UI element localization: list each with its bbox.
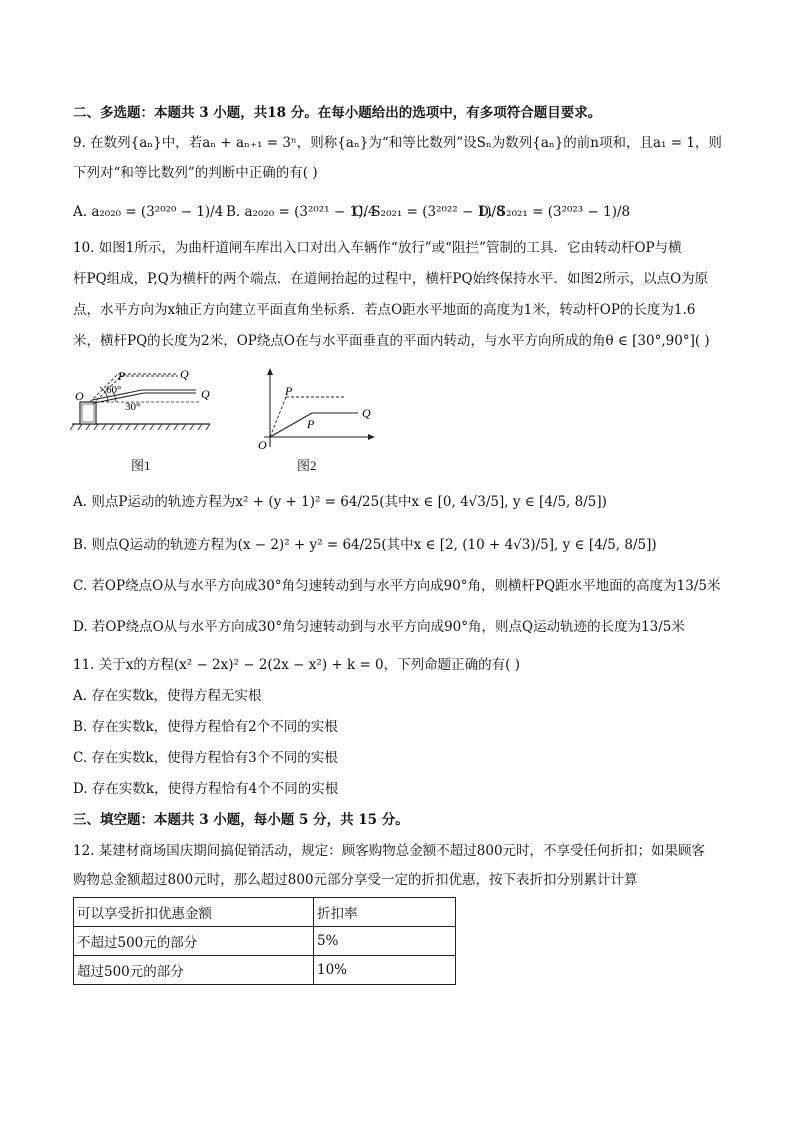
q10-stem-line2: 杆PQ组成，P,Q为横杆的两个端点．在道闸抬起的过程中，横杆PQ始终保持水平．如图2所示，以点O为原 bbox=[73, 271, 709, 287]
q10-option-b: B. 则点Q运动的轨迹方程为(x − 2)² + y² = 64/25(其中x ∈ [2, (10 + 4√3)/5], y ∈ [4/5, 8/5]) bbox=[73, 537, 657, 553]
figure-2-caption: 图2 bbox=[297, 458, 317, 473]
fig1-angle-30: 30° bbox=[125, 401, 141, 413]
q12-stem-line1: 12. 某建材商场国庆期间搞促销活动，规定：顾客购物总金额不超过800元时，不享受任何折扣；如果顾客 bbox=[73, 843, 706, 859]
table-row bbox=[74, 927, 456, 956]
q9-option-c: C. S₂₀₂₁ = (3²⁰²² − 1)/8 bbox=[353, 204, 505, 220]
fig1-label-q-raised: Q bbox=[180, 367, 189, 381]
section2-heading: 二、多选题：本题共 3 小题，共18 分。在每小题给出的选项中，有多项符合题目要求。 bbox=[73, 105, 602, 121]
fig1-label-o: O bbox=[75, 389, 84, 403]
q10-stem-line4: 米，横杆PQ的长度为2米，OP绕点O在与水平面垂直的平面内转动，与水平方向所成的角θ ∈ [30°,90°]( ) bbox=[73, 333, 710, 349]
q10-option-c: C. 若OP绕点O从与水平方向成30°角匀速转动到与水平方向成90°角，则横杆PQ距水平地面的高度为13/5米 bbox=[73, 578, 721, 594]
table-header-rate: 折扣率 bbox=[314, 898, 456, 927]
q9-option-b: B. a₂₀₂₀ = (3²⁰²¹ − 1)/4 bbox=[226, 204, 377, 220]
fig1-angle-60: 60° bbox=[106, 384, 122, 396]
figure-1-caption: 图1 bbox=[131, 458, 151, 473]
fig2-label-q: Q bbox=[362, 406, 371, 420]
q9-option-d: D. S₂₀₂₁ = (3²⁰²³ − 1)/8 bbox=[478, 204, 631, 220]
q9-stem-line1: 9. 在数列{aₙ}中，若aₙ + aₙ₊₁ = 3ⁿ，则称{aₙ}为“和等比数列”设Sₙ为数列{aₙ}的前n项和，且a₁ = 1，则 bbox=[73, 135, 722, 151]
table-cell-rate: 5% bbox=[314, 927, 456, 956]
fig2-label-o: O bbox=[258, 438, 267, 452]
table-cell-amount: 不超过500元的部分 bbox=[74, 927, 314, 956]
table-header-amount: 可以享受折扣优惠金额 bbox=[74, 898, 314, 927]
figure-1-barrier bbox=[70, 360, 220, 450]
fig1-label-p: P bbox=[118, 369, 126, 383]
section3-heading: 三、填空题：本题共 3 小题，每小题 5 分，共 15 分。 bbox=[73, 812, 409, 828]
table-header-row bbox=[74, 898, 456, 927]
q9-stem-line2: 下列对“和等比数列”的判断中正确的有( ) bbox=[73, 165, 318, 181]
q10-stem-line1: 10. 如图1所示，为曲杆道闸车库出入口对出入车辆作“放行”或“阻拦”管制的工具．它由转动杆OP与横 bbox=[73, 240, 682, 256]
discount-table bbox=[73, 897, 456, 985]
fig1-label-q: Q bbox=[201, 387, 210, 401]
q11-stem: 11. 关于x的方程(x² − 2x)² − 2(2x − x²) + k = 0，下列命题正确的有( ) bbox=[73, 657, 520, 673]
table-cell-rate: 10% bbox=[314, 956, 456, 985]
fig2-label-p: P bbox=[307, 417, 315, 431]
table-row bbox=[74, 956, 456, 985]
q11-option-c: C. 存在实数k，使得方程恰有3个不同的实根 bbox=[73, 750, 338, 766]
q11-option-d: D. 存在实数k，使得方程恰有4个不同的实根 bbox=[73, 781, 339, 797]
fig2-label-p-raised: P bbox=[285, 384, 293, 398]
q10-option-a: A. 则点P运动的轨迹方程为x² + (y + 1)² = 64/25(其中x ∈ [0, 4√3/5], y ∈ [4/5, 8/5]) bbox=[73, 494, 607, 510]
q10-stem-line3: 点，水平方向为x轴正方向建立平面直角坐标系．若点O距水平地面的高度为1米，转动杆OP的长度为1.6 bbox=[73, 302, 696, 318]
q9-option-a: A. a₂₀₂₀ = (3²⁰²⁰ − 1)/4 bbox=[73, 204, 224, 220]
q11-option-a: A. 存在实数k，使得方程无实根 bbox=[73, 688, 262, 704]
q11-option-b: B. 存在实数k，使得方程恰有2个不同的实根 bbox=[73, 719, 338, 735]
q10-option-d: D. 若OP绕点O从与水平方向成30°角匀速转动到与水平方向成90°角，则点Q运动轨迹的长度为13/5米 bbox=[73, 619, 685, 635]
figure-2-coordinate bbox=[240, 365, 380, 455]
table-cell-amount: 超过500元的部分 bbox=[74, 956, 314, 985]
q12-stem-line2: 购物总金额超过800元时，那么超过800元部分享受一定的折扣优惠，按下表折扣分别累计计算 bbox=[73, 872, 638, 888]
